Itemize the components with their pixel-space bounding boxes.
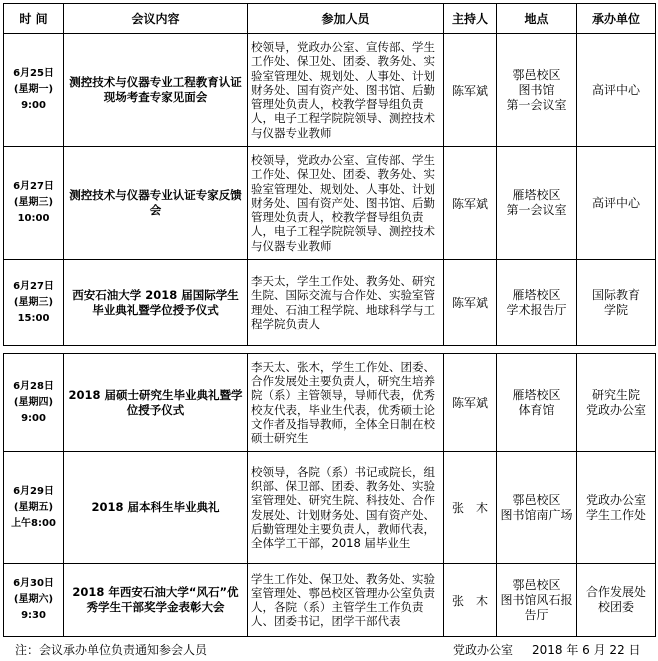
- location-line: 鄠邑校区: [512, 492, 561, 507]
- organizer-cell: [577, 354, 656, 452]
- organizer-cell: [577, 452, 656, 564]
- weekday-text: (星期四): [13, 396, 54, 408]
- table-row: [4, 147, 656, 260]
- topic-cell: 西安石油大学 2018 届国际学生毕业典礼暨学位授予仪式: [64, 260, 248, 346]
- time-cell: [4, 34, 64, 147]
- footer-date: 2018 年 6 月 22 日: [532, 643, 641, 657]
- host-cell: 张 木: [444, 564, 497, 637]
- organizer-line: 国际教育: [591, 287, 640, 302]
- weekday-text: (星期五): [13, 501, 54, 513]
- clock-text: 9:30: [21, 610, 46, 621]
- footer-note: 注：会议承办单位负责通知参会人员: [15, 643, 208, 657]
- weekday-text: (星期三): [13, 296, 54, 308]
- topic-cell: 2018 届硕士研究生毕业典礼暨学位授予仪式: [64, 354, 248, 452]
- date-text: 6月27日: [13, 280, 54, 292]
- host-cell: 张 木: [444, 452, 497, 564]
- location-line: 雁塔校区: [512, 287, 561, 302]
- location-line: 鄠邑校区: [512, 577, 561, 592]
- header-topic: 会议内容: [64, 4, 248, 34]
- organizer-line: 党政办公室: [585, 492, 646, 507]
- weekday-text: (星期六): [13, 594, 54, 605]
- time-cell: [4, 260, 64, 346]
- header-host: 主持人: [444, 4, 497, 34]
- participants-cell: 李天太、张木，学生工作处、团委、合作发展处主要负责人，研究生培养院（系）主管领导，导师代表，优秀校友代表，毕业生代表，优秀硕士论文作者及指导教师，全体全日制在校硕士研究生: [248, 354, 444, 452]
- table-row: [4, 564, 656, 637]
- participants-cell: 李天太，学生工作处、教务处、研究生院、国际交流与合作处、实验室管理处、石油工程学院、地球科学与工程学院负责人: [248, 260, 444, 346]
- host-cell: 陈军斌: [444, 34, 497, 147]
- location-cell: [497, 354, 577, 452]
- date-text: 6月27日: [13, 181, 54, 192]
- location-line: 鄠邑校区: [512, 67, 561, 82]
- location-line: 图书馆: [518, 82, 555, 97]
- organizer-line: 学院: [603, 302, 628, 317]
- organizer-line: 高评中心: [591, 82, 640, 97]
- organizer-line: 合作发展处: [585, 585, 646, 599]
- clock-text: 10:00: [17, 213, 50, 224]
- host-cell: 陈军斌: [444, 354, 497, 452]
- header-participants: 参加人员: [248, 4, 444, 34]
- location-cell: [497, 147, 577, 260]
- time-cell: [4, 147, 64, 260]
- location-line: 体育馆: [518, 402, 555, 417]
- host-cell: 陈军斌: [444, 147, 497, 260]
- organizer-line: 研究生院: [591, 387, 640, 402]
- location-line: 图书馆南广场: [500, 507, 573, 522]
- time-cell: [4, 452, 64, 564]
- location-line: 图书馆风石报告厅: [500, 592, 573, 622]
- location-line: 第一会议室: [506, 203, 567, 217]
- participants-cell: 校领导，党政办公室、宣传部、学生工作处、保卫处、团委、教务处、实验室管理处、规划处、人事处、计划财务处、国有资产处、图书馆、后勤管理处负责人，校教学督导组负责人，电子工程学院院领导、测控技术与仪器专业教师: [248, 147, 444, 260]
- clock-text: 15:00: [17, 312, 50, 324]
- location-cell: [497, 260, 577, 346]
- header-organizer: 承办单位: [577, 4, 656, 34]
- date-text: 6月30日: [13, 578, 54, 589]
- location-line: 第一会议室: [506, 97, 567, 112]
- participants-cell: 校领导，各院（系）书记或院长，组织部、保卫部、团委、教务处、实验室管理处、研究生院、科技处、合作发展处、计划财务处、国有资产处、后勤管理处主要负责人，教师代表，全体学工干部，2018 届毕业生: [248, 452, 444, 564]
- host-cell: 陈军斌: [444, 260, 497, 346]
- organizer-line: 校团委: [597, 600, 634, 614]
- organizer-cell: [577, 34, 656, 147]
- table-row: [4, 354, 656, 452]
- clock-text: 9:00: [21, 412, 46, 424]
- date-text: 6月28日: [13, 380, 54, 392]
- topic-cell: 测控技术与仪器专业工程教育认证现场考查专家见面会: [64, 34, 248, 147]
- gap-cell: [4, 346, 656, 354]
- header-row: [4, 4, 656, 34]
- table-row: [4, 452, 656, 564]
- organizer-line: 高评中心: [591, 195, 640, 210]
- footer-office: 党政办公室: [453, 643, 514, 657]
- participants-cell: 学生工作处、保卫处、教务处、实验室管理处、鄠邑校区管理办公室负责人，各院（系）主管学生工作负责人、团委书记，团学干部代表: [248, 564, 444, 637]
- topic-cell: 2018 届本科生毕业典礼: [64, 452, 248, 564]
- date-text: 6月29日: [13, 485, 54, 497]
- header-location: 地点: [497, 4, 577, 34]
- organizer-line: 学生工作处: [585, 507, 646, 522]
- organizer-cell: [577, 147, 656, 260]
- participants-cell: 校领导，党政办公室、宣传部、学生工作处、保卫处、团委、教务处、实验室管理处、规划处、人事处、计划财务处、国有资产处、图书馆、后勤管理处负责人，校教学督导组负责人，电子工程学院院领导、测控技术与仪器专业教师: [248, 34, 444, 147]
- organizer-cell: [577, 564, 656, 637]
- clock-text: 上午8:00: [11, 517, 56, 529]
- topic-cell: 2018 年西安石油大学“风石”优秀学生干部奖学金表彰大会: [64, 564, 248, 637]
- location-cell: [497, 564, 577, 637]
- location-line: 雁塔校区: [512, 387, 561, 402]
- date-text: 6月25日: [13, 68, 54, 79]
- organizer-cell: [577, 260, 656, 346]
- table-row: [4, 34, 656, 147]
- time-cell: [4, 354, 64, 452]
- table-row: [4, 260, 656, 346]
- schedule-container: [3, 3, 655, 637]
- time-cell: [4, 564, 64, 637]
- location-cell: [497, 452, 577, 564]
- topic-cell: 测控技术与仪器专业认证专家反馈会: [64, 147, 248, 260]
- header-time: 时 间: [4, 4, 64, 34]
- meeting-schedule-table: [3, 3, 656, 637]
- section-gap: [4, 346, 656, 354]
- clock-text: 9:00: [21, 100, 46, 111]
- weekday-text: (星期三): [13, 197, 54, 208]
- location-line: 雁塔校区: [512, 188, 561, 202]
- location-line: 学术报告厅: [506, 302, 567, 317]
- weekday-text: (星期一): [13, 84, 54, 95]
- footer: [5, 641, 653, 657]
- location-cell: [497, 34, 577, 147]
- organizer-line: 党政办公室: [585, 402, 646, 417]
